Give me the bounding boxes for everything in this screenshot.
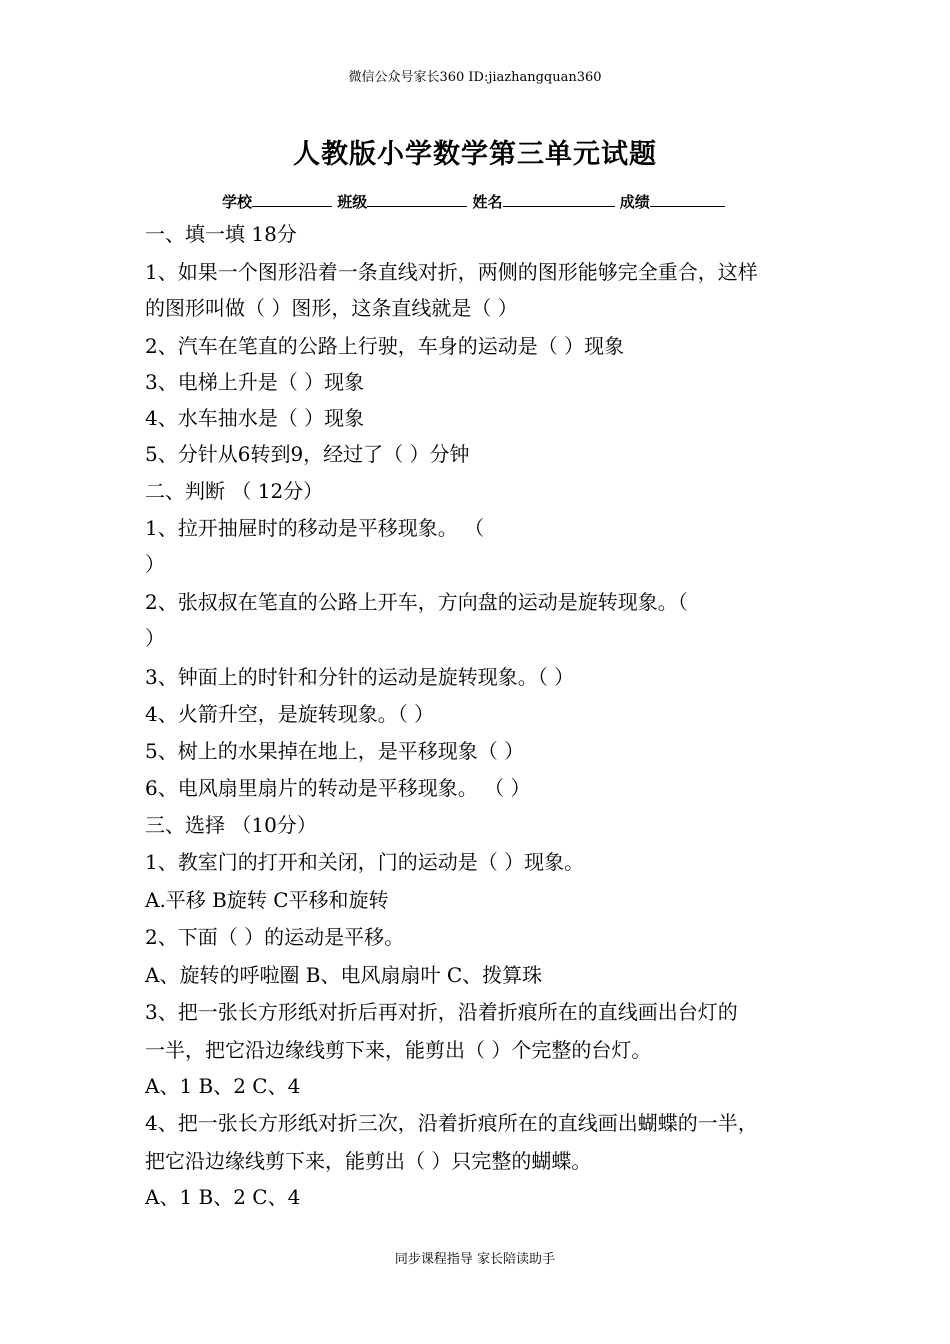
choice-q4-line2: 把它沿边缘线剪下来，能剪出（ ）只完整的蝴蝶。: [145, 1149, 592, 1173]
page-title: 人教版小学数学第三单元试题: [293, 139, 657, 170]
judge-q5: 5、树上的水果掉在地上，是平移现象（ ）: [145, 739, 525, 763]
choice-q4-options: A、1 B、2 C、4: [145, 1185, 301, 1209]
choice-q1-options: A.平移 B旋转 C平移和旋转: [145, 888, 389, 912]
fill-q1-line2: 的图形叫做（ ）图形，这条直线就是（ ）: [145, 296, 518, 320]
judge-q4: 4、火箭升空，是旋转现象。（ ）: [145, 702, 435, 726]
fill-q4: 4、水车抽水是（ ）现象: [145, 406, 365, 430]
class-blank: [367, 192, 467, 207]
fill-q3: 3、电梯上升是（ ）现象: [145, 370, 365, 394]
section-judge-heading: 二、判断 （ 12分）: [145, 479, 324, 503]
fill-q5: 5、分针从6转到9，经过了（ ）分钟: [145, 442, 470, 466]
page-header: 微信公众号家长360 ID:jiazhangquan360: [348, 70, 602, 85]
judge-q1-bracket: ）: [145, 552, 165, 576]
judge-q3: 3、钟面上的时针和分针的运动是旋转现象。（ ）: [145, 665, 575, 689]
choice-q1: 1、教室门的打开和关闭，门的运动是（ ）现象。: [145, 850, 585, 874]
judge-q2-bracket: ）: [145, 626, 165, 650]
score-label: 成绩: [619, 193, 650, 211]
name-label: 姓名: [472, 193, 503, 211]
school-label: 学校: [222, 193, 253, 211]
fill-q1-line1: 1、如果一个图形沿着一条直线对折，两侧的图形能够完全重合，这样: [145, 260, 758, 284]
school-blank: [252, 192, 332, 207]
fill-q2: 2、汽车在笔直的公路上行驶，车身的运动是（ ）现象: [145, 334, 625, 358]
name-blank: [503, 192, 615, 207]
judge-q2: 2、张叔叔在笔直的公路上开车，方向盘的运动是旋转现象。（: [145, 590, 688, 614]
judge-q1: 1、拉开抽屉时的移动是平移现象。 （: [145, 516, 485, 540]
choice-q3-options: A、1 B、2 C、4: [145, 1074, 301, 1098]
choice-q3-line2: 一半，把它沿边缘线剪下来，能剪出（ ）个完整的台灯。: [145, 1038, 652, 1062]
page-footer: 同步课程指导 家长陪读助手: [394, 1252, 556, 1267]
choice-q4-line1: 4、把一张长方形纸对折三次，沿着折痕所在的直线画出蝴蝶的一半，: [145, 1111, 758, 1135]
choice-q2-options: A、旋转的呼啦圈 B、电风扇扇叶 C、拨算珠: [145, 963, 543, 987]
choice-q3-line1: 3、把一张长方形纸对折后再对折，沿着折痕所在的直线画出台灯的: [145, 1000, 738, 1024]
score-blank: [650, 192, 725, 207]
student-info-row: [222, 191, 725, 212]
choice-q2: 2、下面（ ）的运动是平移。: [145, 925, 405, 949]
judge-q6: 6、电风扇里扇片的转动是平移现象。 （ ）: [145, 776, 531, 800]
section-choice-heading: 三、选择 （10分）: [145, 813, 317, 837]
class-label: 班级: [337, 193, 368, 211]
section-fill-in-heading: 一、填一填 18分: [145, 222, 297, 246]
